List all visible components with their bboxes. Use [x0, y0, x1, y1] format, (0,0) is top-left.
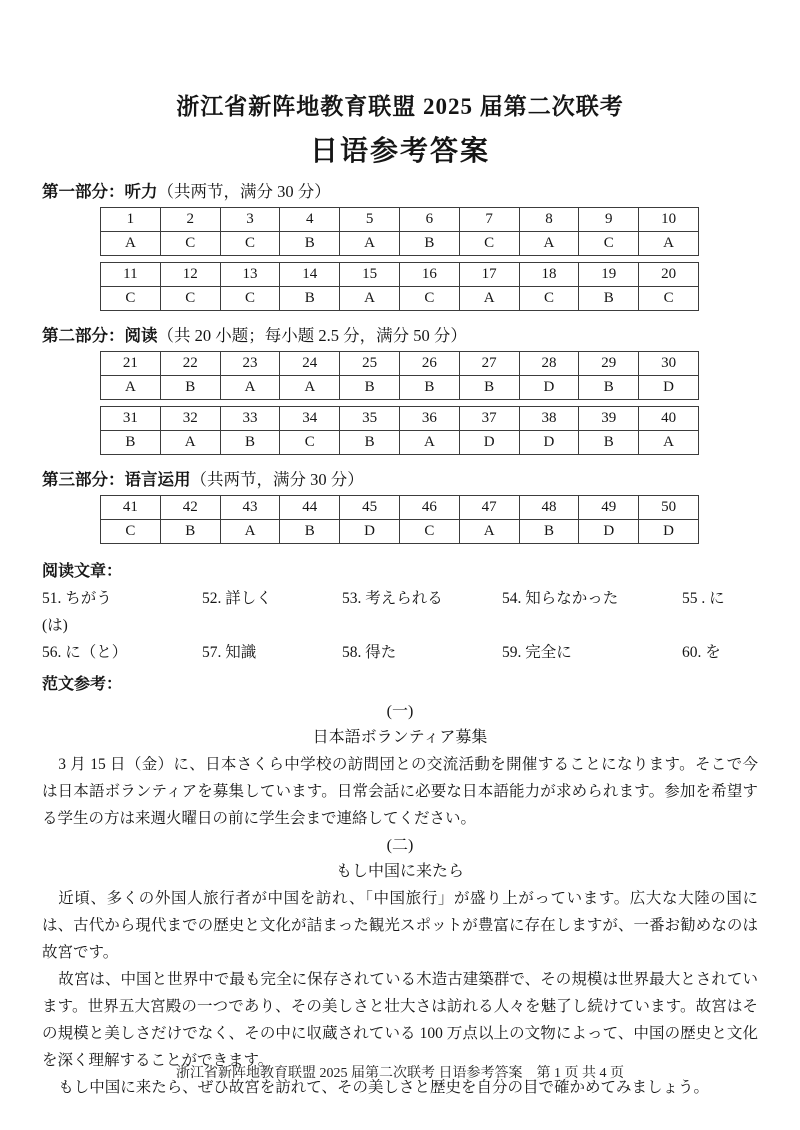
answer-cell: 27 [459, 352, 519, 376]
answer-cell: C [220, 287, 280, 311]
answer-row [101, 407, 699, 431]
essay-one-body: 3 月 15 日（金）に、日本さくら中学校の訪問団との交流活動を開催することになります。そこで今は日本語ボランティアを募集しています。日常会話に必要な日本語能力が求められます。参加を希望する学生の方は来週火曜日の前に学生会まで連絡してください。 [42, 756, 758, 827]
part2-heading [42, 324, 758, 348]
answer-cell: D [519, 376, 579, 400]
answer-cell: 12 [160, 263, 220, 287]
answer-cell: A [220, 520, 280, 544]
part1-note: （共两节，满分 30 分） [157, 182, 331, 201]
answer-cell: 4 [280, 208, 340, 232]
answer-cell: 17 [459, 263, 519, 287]
table-gap [42, 256, 758, 259]
answer-cell: 38 [519, 407, 579, 431]
answer-cell: 26 [399, 352, 459, 376]
answer-row [101, 208, 699, 232]
part3-label: 第三部分：语言运用 [42, 470, 191, 489]
essay-two-para-2: 故宮は、中国と世界中で最も完全に保存されている木造古建築群で、その規模は世界最大とされています。世界五大宮殿の一つであり、その美しさと壮大さは訪れる人々を魅了し続けています。故宮はその規模と美しさだけでなく、その中に収蔵されている 100 万点以上の文物によって、中国の歴史と文化を深く理解することができます。 [42, 971, 758, 1069]
answer-cell: C [399, 287, 459, 311]
answer-row [101, 352, 699, 376]
answer-cell: 44 [280, 496, 340, 520]
spacer [42, 455, 758, 464]
page-subtitle: 日语参考答案 [309, 136, 490, 167]
answer-cell: A [639, 232, 699, 256]
answer-cell: 18 [519, 263, 579, 287]
page-title: 浙江省新阵地教育联盟 2025 届第二次联考 [176, 94, 624, 119]
answer-cell: 13 [220, 263, 280, 287]
fill-in-heading: 阅读文章： [42, 563, 123, 580]
answer-cell: 9 [579, 208, 639, 232]
answer-table-reading-1 [100, 351, 699, 400]
answer-cell: 22 [160, 352, 220, 376]
answer-cell: 5 [340, 208, 400, 232]
fill-item: 59. 完全に [502, 644, 572, 661]
answer-cell: 23 [220, 352, 280, 376]
essay-two-title: もし中国に来たら [335, 863, 464, 880]
answer-cell: 14 [280, 263, 340, 287]
answer-cell: A [459, 287, 519, 311]
answer-cell: B [280, 232, 340, 256]
answer-cell: 49 [579, 496, 639, 520]
essay-two-label: (二) [386, 837, 414, 854]
part2-label: 第二部分：阅读 [42, 326, 158, 345]
answer-cell: 6 [399, 208, 459, 232]
answer-cell: B [519, 520, 579, 544]
essay-one-title: 日本語ボランティア募集 [312, 729, 488, 746]
answer-table-language [100, 495, 699, 544]
answer-cell: B [340, 431, 400, 455]
answer-cell: C [579, 232, 639, 256]
answer-cell: 41 [101, 496, 161, 520]
answer-cell: 48 [519, 496, 579, 520]
answer-cell: 31 [101, 407, 161, 431]
answer-cell: C [519, 287, 579, 311]
answer-row [101, 431, 699, 455]
spacer [42, 311, 758, 320]
answer-cell: 36 [399, 407, 459, 431]
part3-heading [42, 468, 758, 492]
answer-cell: B [160, 376, 220, 400]
answer-row [101, 287, 699, 311]
answer-cell: 47 [459, 496, 519, 520]
answer-cell: C [160, 287, 220, 311]
answer-cell: 39 [579, 407, 639, 431]
answer-cell: B [101, 431, 161, 455]
answer-cell: B [399, 376, 459, 400]
answer-cell: A [459, 520, 519, 544]
answer-cell: 8 [519, 208, 579, 232]
answer-cell: B [399, 232, 459, 256]
answer-cell: A [399, 431, 459, 455]
answer-cell: 24 [280, 352, 340, 376]
table-gap [42, 400, 758, 403]
answer-row [101, 496, 699, 520]
answer-cell: 21 [101, 352, 161, 376]
answer-row [101, 263, 699, 287]
answer-cell: A [101, 232, 161, 256]
answer-cell: A [101, 376, 161, 400]
answer-cell: 40 [639, 407, 699, 431]
answer-cell: A [340, 232, 400, 256]
fill-in-wrap: (は) [42, 617, 68, 634]
answer-cell: A [280, 376, 340, 400]
answer-cell: B [579, 287, 639, 311]
page-footer: 浙江省新阵地教育联盟 2025 届第二次联考 日语参考答案 第 1 页 共 4 页 [176, 1066, 624, 1081]
answer-cell: 11 [101, 263, 161, 287]
essay-heading: 范文参考： [42, 676, 123, 693]
answer-cell: 2 [160, 208, 220, 232]
answer-cell: D [340, 520, 400, 544]
essay-two-para-3: もし中国に来たら、ぜひ故宮を訪れて、その美しさと歴史を自分の目で確かめてみましょう。 [58, 1079, 709, 1096]
answer-cell: 1 [101, 208, 161, 232]
answer-cell: B [280, 287, 340, 311]
part1-label: 第一部分：听力 [42, 182, 158, 201]
fill-item: 54. 知らなかった [502, 590, 619, 607]
answer-cell: 15 [340, 263, 400, 287]
answer-cell: C [280, 431, 340, 455]
answer-cell: 3 [220, 208, 280, 232]
answer-cell: 37 [459, 407, 519, 431]
fill-in-line-1 [42, 585, 758, 612]
fill-item: 51. ちがう [42, 590, 112, 607]
answer-cell: 19 [579, 263, 639, 287]
answer-cell: 25 [340, 352, 400, 376]
answer-table-listening-1 [100, 207, 699, 256]
answer-cell: B [579, 376, 639, 400]
answer-cell: C [220, 232, 280, 256]
answer-cell: 16 [399, 263, 459, 287]
answer-table-reading-2 [100, 406, 699, 455]
answer-cell: 35 [340, 407, 400, 431]
answer-cell: 10 [639, 208, 699, 232]
answer-cell: 7 [459, 208, 519, 232]
part2-note: （共 20 小题；每小题 2.5 分，满分 50 分） [157, 326, 467, 345]
answer-cell: 46 [399, 496, 459, 520]
fill-in-line-2 [42, 639, 758, 666]
answer-cell: D [519, 431, 579, 455]
answer-cell: 43 [220, 496, 280, 520]
essay-two-para-1: 近頃、多くの外国人旅行者が中国を訪れ、「中国旅行」が盛り上がっています。広大な大陸の国には、古代から現代までの歴史と文化が詰まった観光スポットが豊富に存在しますが、一番お勧めなのは故宮です。 [42, 890, 758, 961]
part3-note: （共两节，满分 30 分） [190, 470, 364, 489]
answer-cell: D [639, 376, 699, 400]
answer-cell: 32 [160, 407, 220, 431]
answer-cell: A [160, 431, 220, 455]
answer-cell: A [340, 287, 400, 311]
answer-cell: 42 [160, 496, 220, 520]
answer-cell: D [459, 431, 519, 455]
answer-cell: D [579, 520, 639, 544]
answer-cell: 28 [519, 352, 579, 376]
fill-item: 56. に（と） [42, 644, 128, 661]
fill-item: 53. 考えられる [342, 590, 443, 607]
spacer [42, 544, 758, 553]
fill-item: 58. 得た [342, 644, 397, 661]
answer-cell: C [101, 287, 161, 311]
answer-cell: B [340, 376, 400, 400]
answer-cell: B [579, 431, 639, 455]
answer-cell: D [639, 520, 699, 544]
answer-cell: 30 [639, 352, 699, 376]
answer-cell: C [399, 520, 459, 544]
answer-row [101, 520, 699, 544]
answer-cell: 29 [579, 352, 639, 376]
answer-row [101, 376, 699, 400]
fill-item: 55 . に [682, 590, 725, 607]
answer-cell: B [160, 520, 220, 544]
answer-cell: B [459, 376, 519, 400]
answer-cell: C [639, 287, 699, 311]
answer-cell: 34 [280, 407, 340, 431]
fill-item: 52. 詳しく [202, 590, 272, 607]
answer-cell: C [160, 232, 220, 256]
answer-cell: B [220, 431, 280, 455]
answer-cell: C [101, 520, 161, 544]
answer-cell: 45 [340, 496, 400, 520]
part1-heading [42, 180, 758, 204]
answer-cell: C [459, 232, 519, 256]
answer-cell: 20 [639, 263, 699, 287]
answer-cell: A [519, 232, 579, 256]
fill-item: 60. を [682, 644, 721, 661]
answer-cell: A [639, 431, 699, 455]
answer-cell: B [280, 520, 340, 544]
answer-table-listening-2 [100, 262, 699, 311]
answer-cell: A [220, 376, 280, 400]
answer-row [101, 232, 699, 256]
answer-cell: 33 [220, 407, 280, 431]
answer-cell: 50 [639, 496, 699, 520]
essay-one-label: (一) [386, 703, 414, 720]
fill-item: 57. 知識 [202, 644, 257, 661]
